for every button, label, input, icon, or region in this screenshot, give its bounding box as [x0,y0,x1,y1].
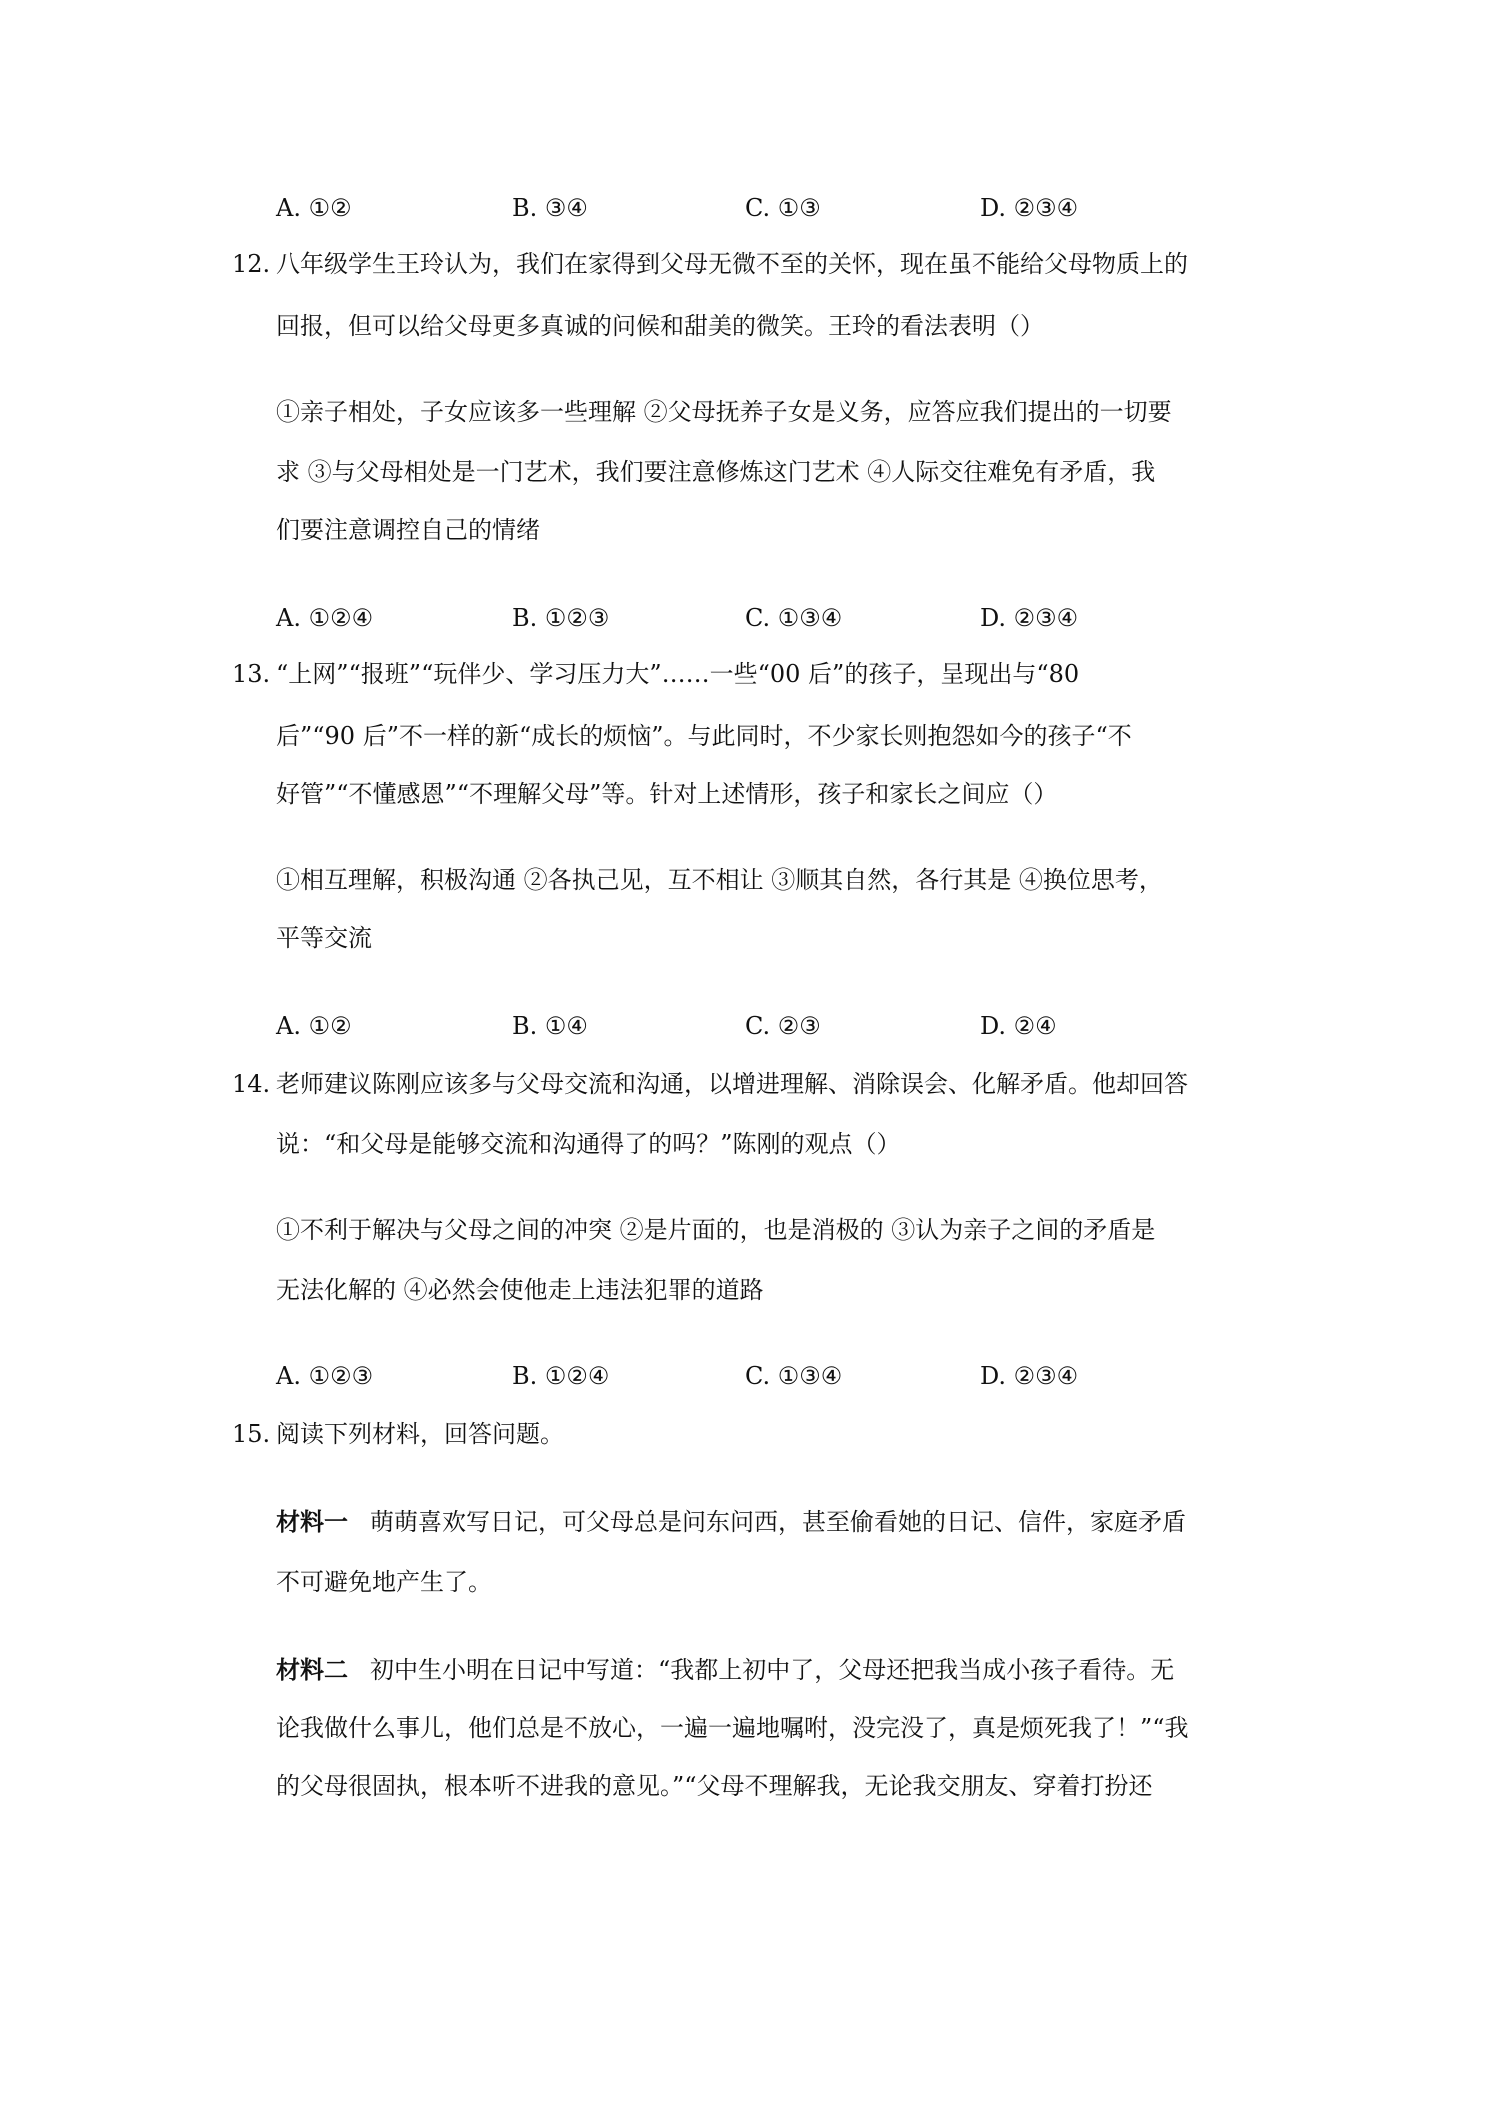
material-2-line [276,1654,1174,1686]
q14-number: 14. [232,1070,271,1098]
material-1-text: 萌萌喜欢写日记，可父母总是问东问西，甚至偷看她的日记、信件，家庭矛盾 [370,1508,1186,1536]
q12-option-b[interactable]: B. ①②③ [512,604,610,632]
q14-statement-line: 无法化解的 ④必然会使他走上违法犯罪的道路 [276,1276,764,1304]
q13-statement-line: ①相互理解，积极沟通 ②各执己见，互不相让 ③顺其自然，各行其是 ④换位思考， [276,866,1163,894]
material-2-line: 的父母很固执，根本听不进我的意见。”“父母不理解我，无论我交朋友、穿着打扮还 [276,1772,1153,1800]
q12-option-c[interactable]: C. ①③④ [745,604,843,632]
q12-statement-line: 求 ③与父母相处是一门艺术，我们要注意修炼这门艺术 ④人际交往难免有矛盾，我 [276,458,1156,486]
q11-option-b[interactable]: B. ③④ [512,194,588,222]
q14-option-a[interactable]: A. ①②③ [276,1362,374,1390]
q13-stem-line: 后”“90 后”不一样的新“成长的烦恼”。与此同时，不少家长则抱怨如今的孩子“不 [276,722,1132,750]
q11-option-d[interactable]: D. ②③④ [980,194,1079,222]
material-2-label: 材料二 [276,1655,348,1684]
q13-option-c[interactable]: C. ②③ [745,1012,821,1040]
q12-stem-line: 八年级学生王玲认为，我们在家得到父母无微不至的关怀，现在虽不能给父母物质上的 [276,250,1188,278]
q12-statement-line: ①亲子相处，子女应该多一些理解 ②父母抚养子女是义务，应答应我们提出的一切要 [276,398,1172,426]
q12-option-a[interactable]: A. ①②④ [276,604,374,632]
q13-stem-line: “上网”“报班”“玩伴少、学习压力大”……一些“00 后”的孩子，呈现出与“80 [276,660,1080,688]
q14-option-b[interactable]: B. ①②④ [512,1362,610,1390]
material-2-text: 初中生小明在日记中写道：“我都上初中了，父母还把我当成小孩子看待。无 [370,1656,1175,1684]
q13-number: 13. [232,660,271,688]
q13-statement-line: 平等交流 [276,924,372,952]
q14-stem-line: 老师建议陈刚应该多与父母交流和沟通，以增进理解、消除误会、化解矛盾。他却回答 [276,1070,1188,1098]
q12-stem-line: 回报，但可以给父母更多真诚的问候和甜美的微笑。王玲的看法表明（） [276,312,1044,340]
q11-option-a[interactable]: A. ①② [276,194,352,222]
q13-option-a[interactable]: A. ①② [276,1012,352,1040]
q12-number: 12. [232,250,271,278]
material-1-line: 不可避免地产生了。 [276,1568,492,1596]
q15-number: 15. [232,1420,271,1448]
q14-option-d[interactable]: D. ②③④ [980,1362,1079,1390]
q13-option-b[interactable]: B. ①④ [512,1012,588,1040]
q15-stem: 阅读下列材料，回答问题。 [276,1420,564,1448]
material-2-line: 论我做什么事儿，他们总是不放心，一遍一遍地嘱咐，没完没了，真是烦死我了！”“我 [276,1714,1189,1742]
q14-statement-line: ①不利于解决与父母之间的冲突 ②是片面的，也是消极的 ③认为亲子之间的矛盾是 [276,1216,1156,1244]
q14-stem-line: 说：“和父母是能够交流和沟通得了的吗？”陈刚的观点（） [276,1130,901,1158]
q12-statement-line: 们要注意调控自己的情绪 [276,516,540,544]
q13-stem-line: 好管”“不懂感恩”“不理解父母”等。针对上述情形，孩子和家长之间应（） [276,780,1058,808]
q13-option-d[interactable]: D. ②④ [980,1012,1057,1040]
material-1-line [276,1506,1186,1538]
material-1-label: 材料一 [276,1507,348,1536]
q11-option-c[interactable]: C. ①③ [745,194,821,222]
q12-option-d[interactable]: D. ②③④ [980,604,1079,632]
q14-option-c[interactable]: C. ①③④ [745,1362,843,1390]
